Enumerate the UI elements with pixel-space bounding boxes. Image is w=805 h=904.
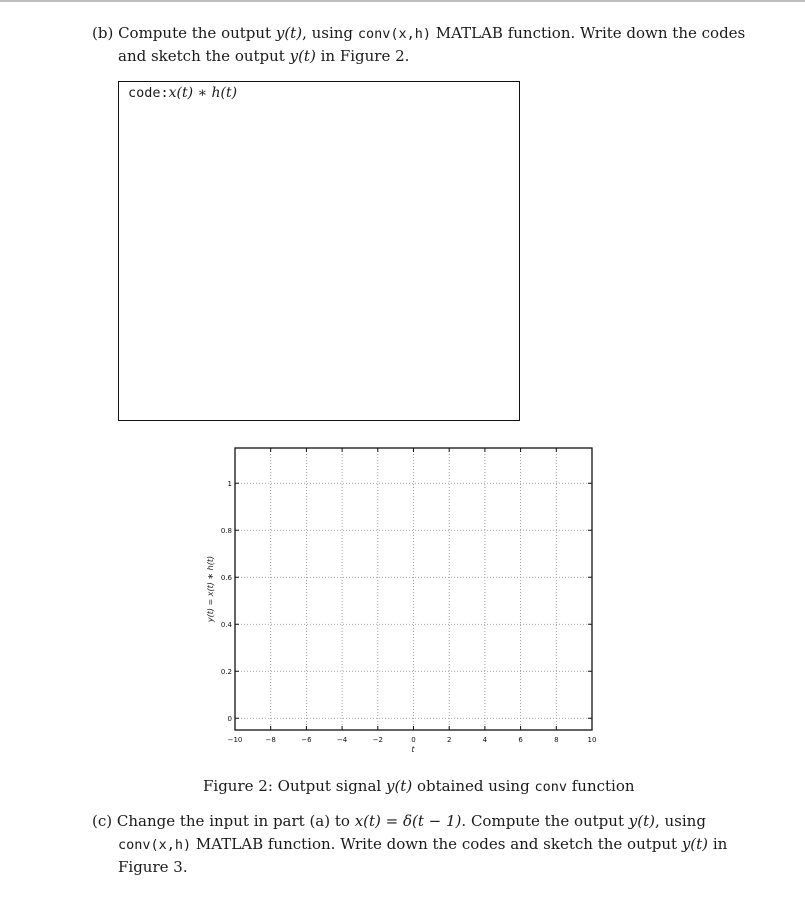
text-run: MATLAB function. Write down the codes and sketch the output <box>191 835 682 853</box>
x-tick-label: 2 <box>446 736 452 744</box>
code-conv: conv <box>534 779 567 795</box>
x-tick-label: 10 <box>587 736 597 744</box>
text-run: function <box>566 777 635 795</box>
y-tick-label: 0.4 <box>220 620 232 629</box>
part-c-line-3 <box>118 856 188 879</box>
text-run: in Figure 2. <box>315 47 410 65</box>
text-run: (c) Change the input in part (a) to <box>92 812 355 830</box>
math-y-t: y(t) <box>275 24 303 42</box>
y-tick-label: 0.6 <box>220 573 232 582</box>
text-run: and sketch the output <box>118 47 290 65</box>
part-c-line-1 <box>92 810 706 833</box>
text-run: , using <box>302 24 358 42</box>
text-run: , using <box>654 812 706 830</box>
text-run: MATLAB function. Write down the codes <box>430 24 746 42</box>
x-tick-label: −2 <box>372 736 383 744</box>
math-y-t: y(t) <box>681 835 709 853</box>
part-c-line-2 <box>118 833 727 857</box>
code-label-text: code: <box>128 85 169 101</box>
x-axis-label: t <box>411 745 415 754</box>
math-y-t: y(t) <box>289 47 316 65</box>
text-run: (b) Compute the output <box>92 24 276 42</box>
math-y-t: y(t) <box>628 812 655 830</box>
code-conv-xh: conv(x,h) <box>118 837 192 853</box>
text-run: Figure 3. <box>118 858 188 876</box>
text-run: in <box>708 835 728 853</box>
text-run: obtained using <box>412 777 535 795</box>
y-tick-label: 0 <box>227 714 232 723</box>
y-tick-label: 0.2 <box>220 667 232 676</box>
text-run: Figure 2: Output signal <box>203 777 386 795</box>
code-conv-xh: conv(x,h) <box>357 26 431 42</box>
tick-label-layer <box>221 480 597 744</box>
x-tick-label: −8 <box>265 736 276 744</box>
x-tick-label: 4 <box>482 736 488 744</box>
x-tick-label: 8 <box>554 736 559 744</box>
x-tick-label: 0 <box>411 736 416 744</box>
math-y-t: y(t) <box>385 777 413 795</box>
code-label-math: x(t) ∗ h(t) <box>168 85 238 101</box>
y-tick-label: 0.8 <box>220 526 232 535</box>
y-axis-label: y(t) = x(t) ∗ h(t) <box>206 555 215 623</box>
x-tick-label: 6 <box>518 736 523 744</box>
y-tick-label: 1 <box>227 479 232 488</box>
x-tick-label: −4 <box>336 736 348 744</box>
math-x-delta: x(t) = δ(t − 1) <box>354 812 462 830</box>
figure-2-caption <box>203 775 635 799</box>
x-tick-label: −6 <box>301 736 312 744</box>
text-run: . Compute the output <box>461 812 629 830</box>
grid-layer <box>235 448 592 730</box>
x-tick-label: −10 <box>227 736 243 744</box>
